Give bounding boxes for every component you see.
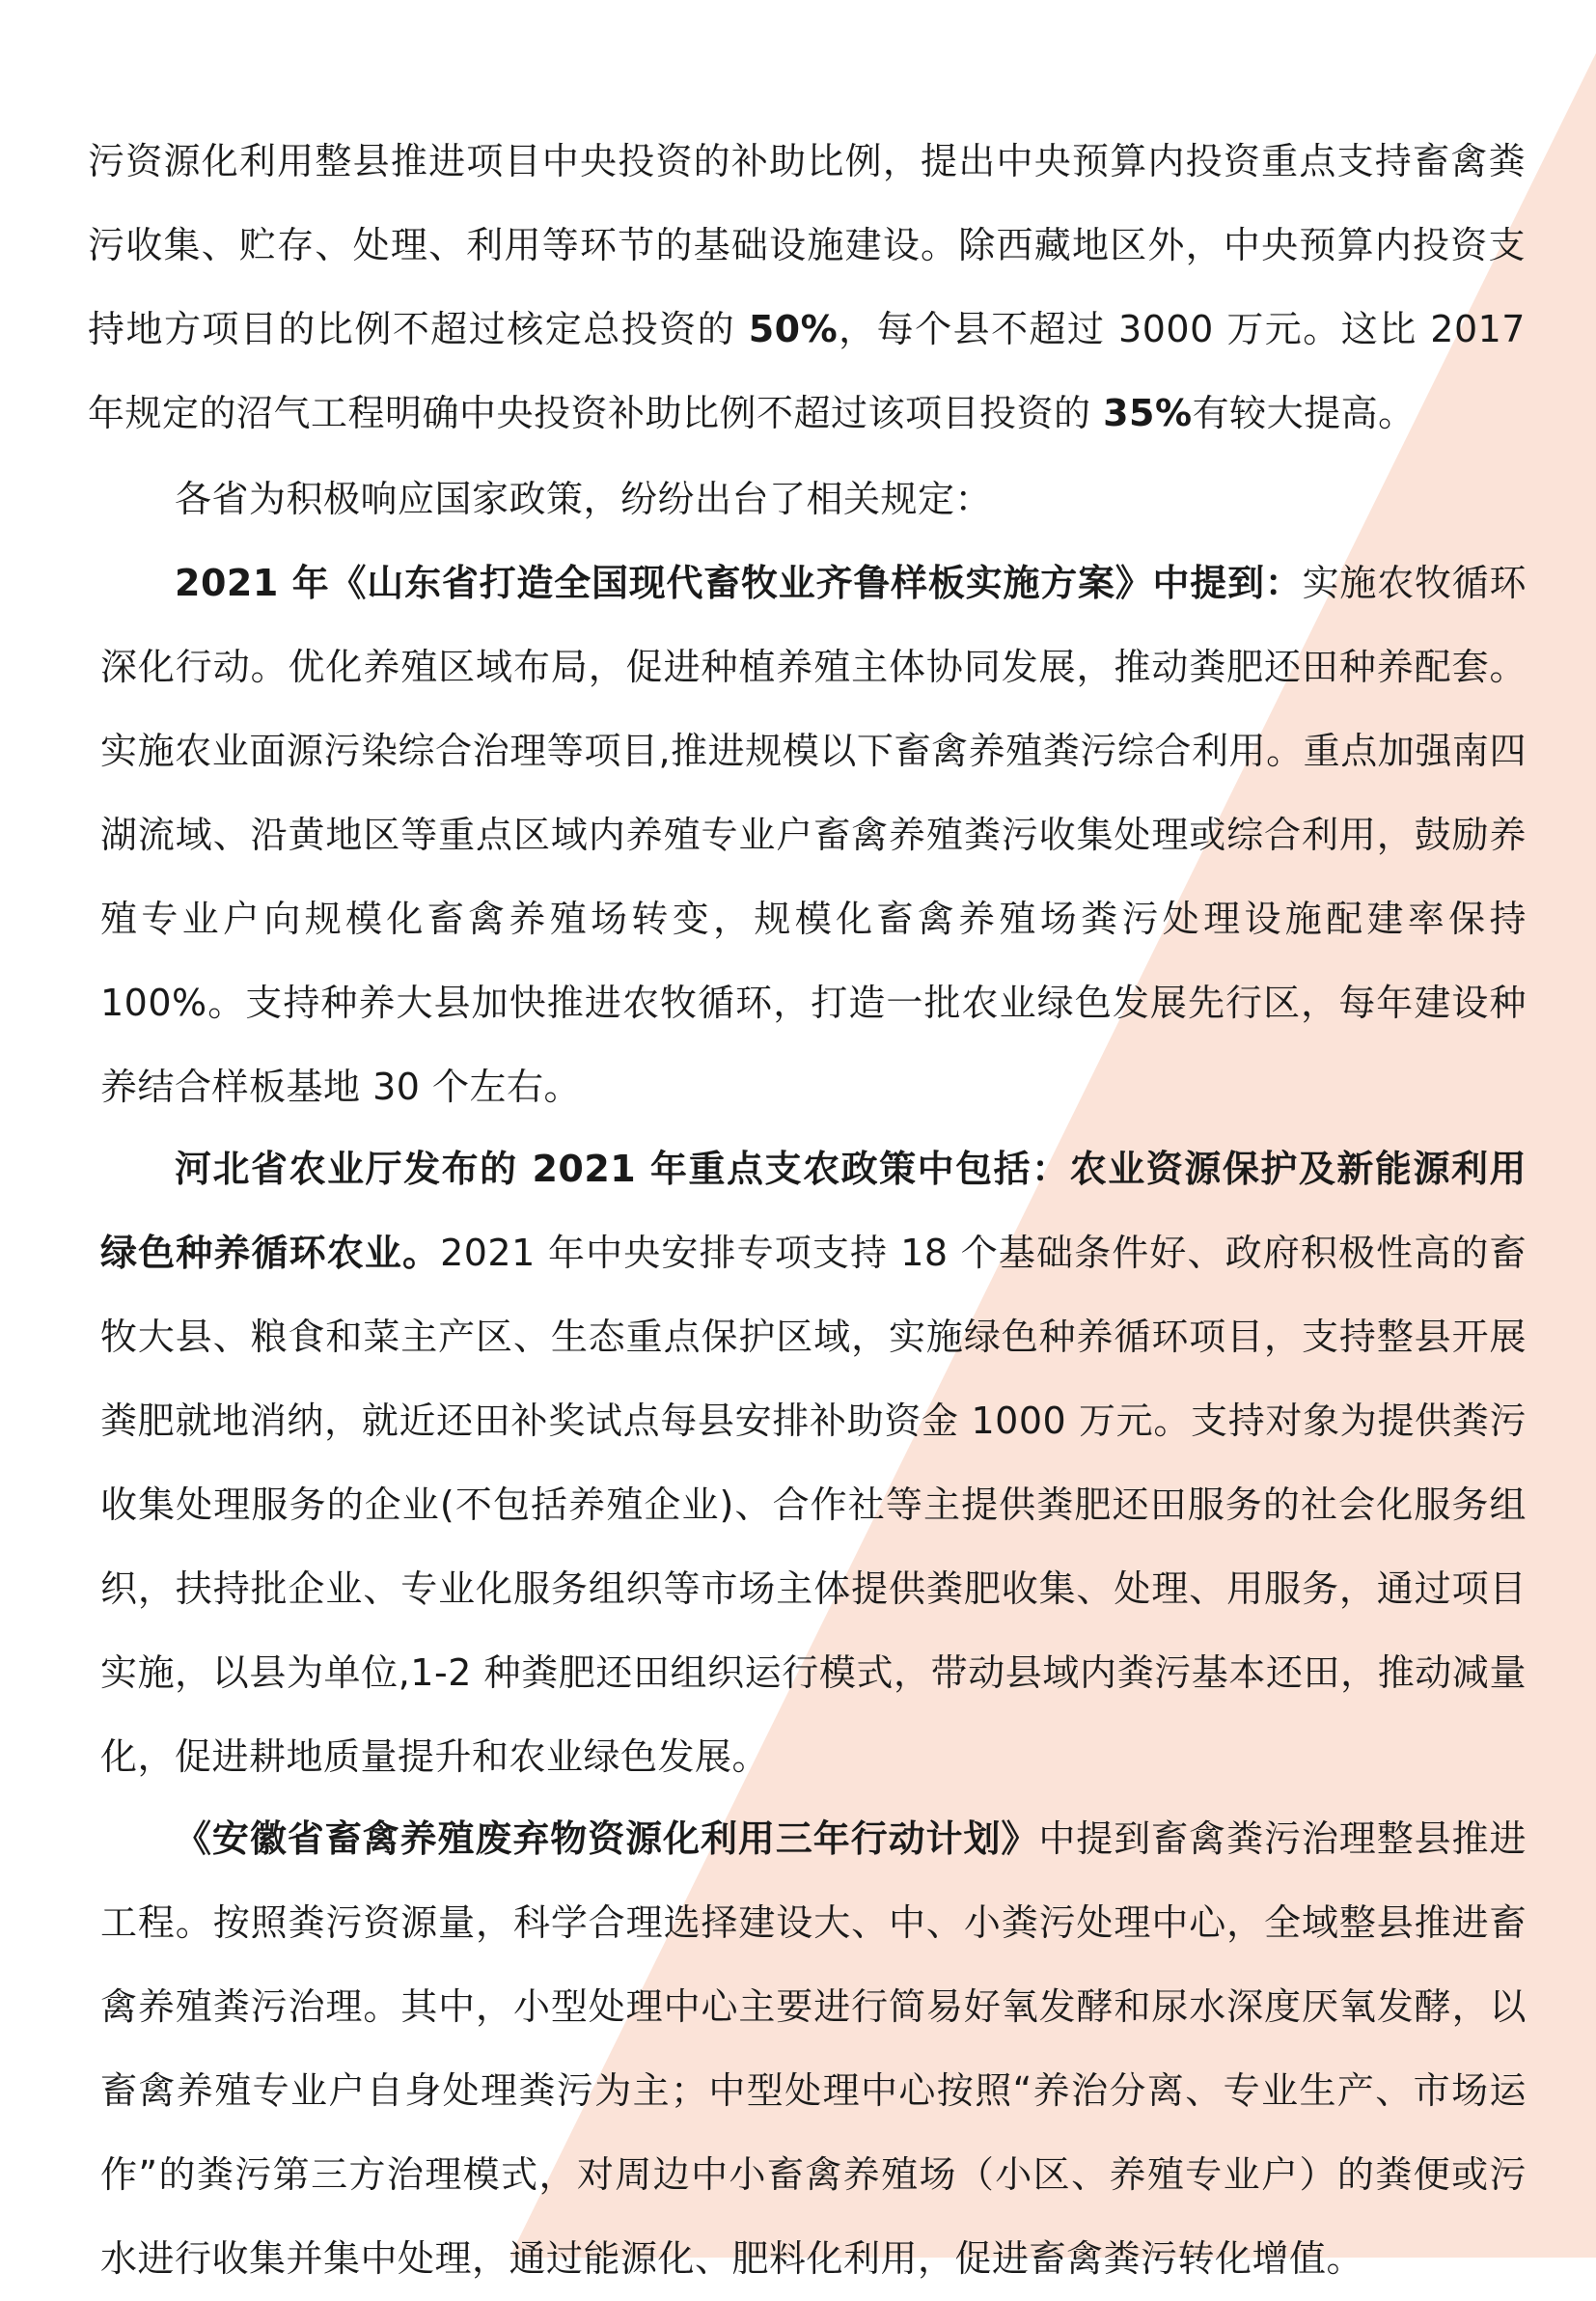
bold-figure-35-percent: 35% (1103, 392, 1193, 434)
paragraph-hebei-policy (100, 1127, 1527, 1799)
hebei-policy-heading: 河北省农业厅发布的 2021 年重点支农政策中包括：农业资源保护及新能源利用绿色种养循环农业。 (100, 1148, 1527, 1274)
paragraph-anhui-policy (100, 1797, 1527, 2301)
shandong-policy-heading: 2021 年《山东省打造全国现代畜牧业齐鲁样板实施方案》中提到： (175, 562, 1303, 604)
bold-figure-50-percent: 50% (748, 308, 839, 350)
paragraph-text: 有较大提高。 (1192, 392, 1416, 434)
paragraph-text: ，每个县不超过 3000 万元。这比 2017 年规定的沼气工程明确中央投资补助比例不超过该项目投资的 (88, 308, 1526, 434)
shandong-policy-text: 实施农牧循环深化行动。优化养殖区域布局，促进种植养殖主体协同发展，推动粪肥还田种养配套。实施农业面源污染综合治理等项目,推进规模以下畜禽养殖粪污综合利用。重点加强南四湖流域、沿黄地区等重点区域内养殖专业户畜禽养殖粪污收集处理或综合利用，鼓励养殖专业户向规模化畜禽养殖场转变，规模化畜禽养殖场粪污处理设施配建率保持 100%。支持种养大县加快推进农牧循环，打造一批农业绿色发展先行区，每年建设种养结合样板基地 30 个左右。 (100, 562, 1527, 1108)
paragraph-shandong-policy (100, 541, 1527, 1129)
paragraph-text: 污资源化利用整县推进项目中央投资的补助比例，提出中央预算内投资重点支持畜禽粪污收集、贮存、处理、利用等环节的基础设施建设。除西藏地区外，中央预算内投资支持地方项目的比例不超过核定总投资的 (88, 140, 1526, 350)
anhui-policy-text: 中提到畜禽粪污治理整县推进工程。按照粪污资源量，科学合理选择建设大、中、小粪污处理中心，全域整县推进畜禽养殖粪污治理。其中，小型处理中心主要进行简易好氧发酵和尿水深度厌氧发酵，以畜禽养殖专业户自身处理粪污为主；中型处理中心按照“养治分离、专业生产、市场运作”的粪污第三方治理模式，对周边中小畜禽养殖场（小区、养殖专业户）的粪便或污水进行收集并集中处理，通过能源化、肥料化利用，促进畜禽粪污转化增值。 (100, 1817, 1527, 2280)
anhui-policy-heading: 《安徽省畜禽养殖废弃物资源化利用三年行动计划》 (175, 1817, 1039, 1860)
hebei-policy-text: 2021 年中央安排专项支持 18 个基础条件好、政府积极性高的畜牧大县、粮食和菜主产区、生态重点保护区域，实施绿色种养循环项目，支持整县开展粪肥就地消纳，就近还田补奖试点每县安排补助资金 1000 万元。支持对象为提供粪污收集处理服务的企业(不包括养殖企业)、合作社等主提供粪肥还田服务的社会化服务组织，扶持批企业、专业化服务组织等市场主体提供粪肥收集、处理、用服务，通过项目实施，以县为单位,1-2 种粪肥还田组织运行模式，带动县域内粪污基本还田，推动减量化，促进耕地质量提升和农业绿色发展。 (100, 1232, 1527, 1778)
paragraph-investment-ratio (88, 120, 1526, 456)
paragraph-provincial-intro: 各省为积极响应国家政策，纷纷出台了相关规定： (175, 478, 993, 520)
